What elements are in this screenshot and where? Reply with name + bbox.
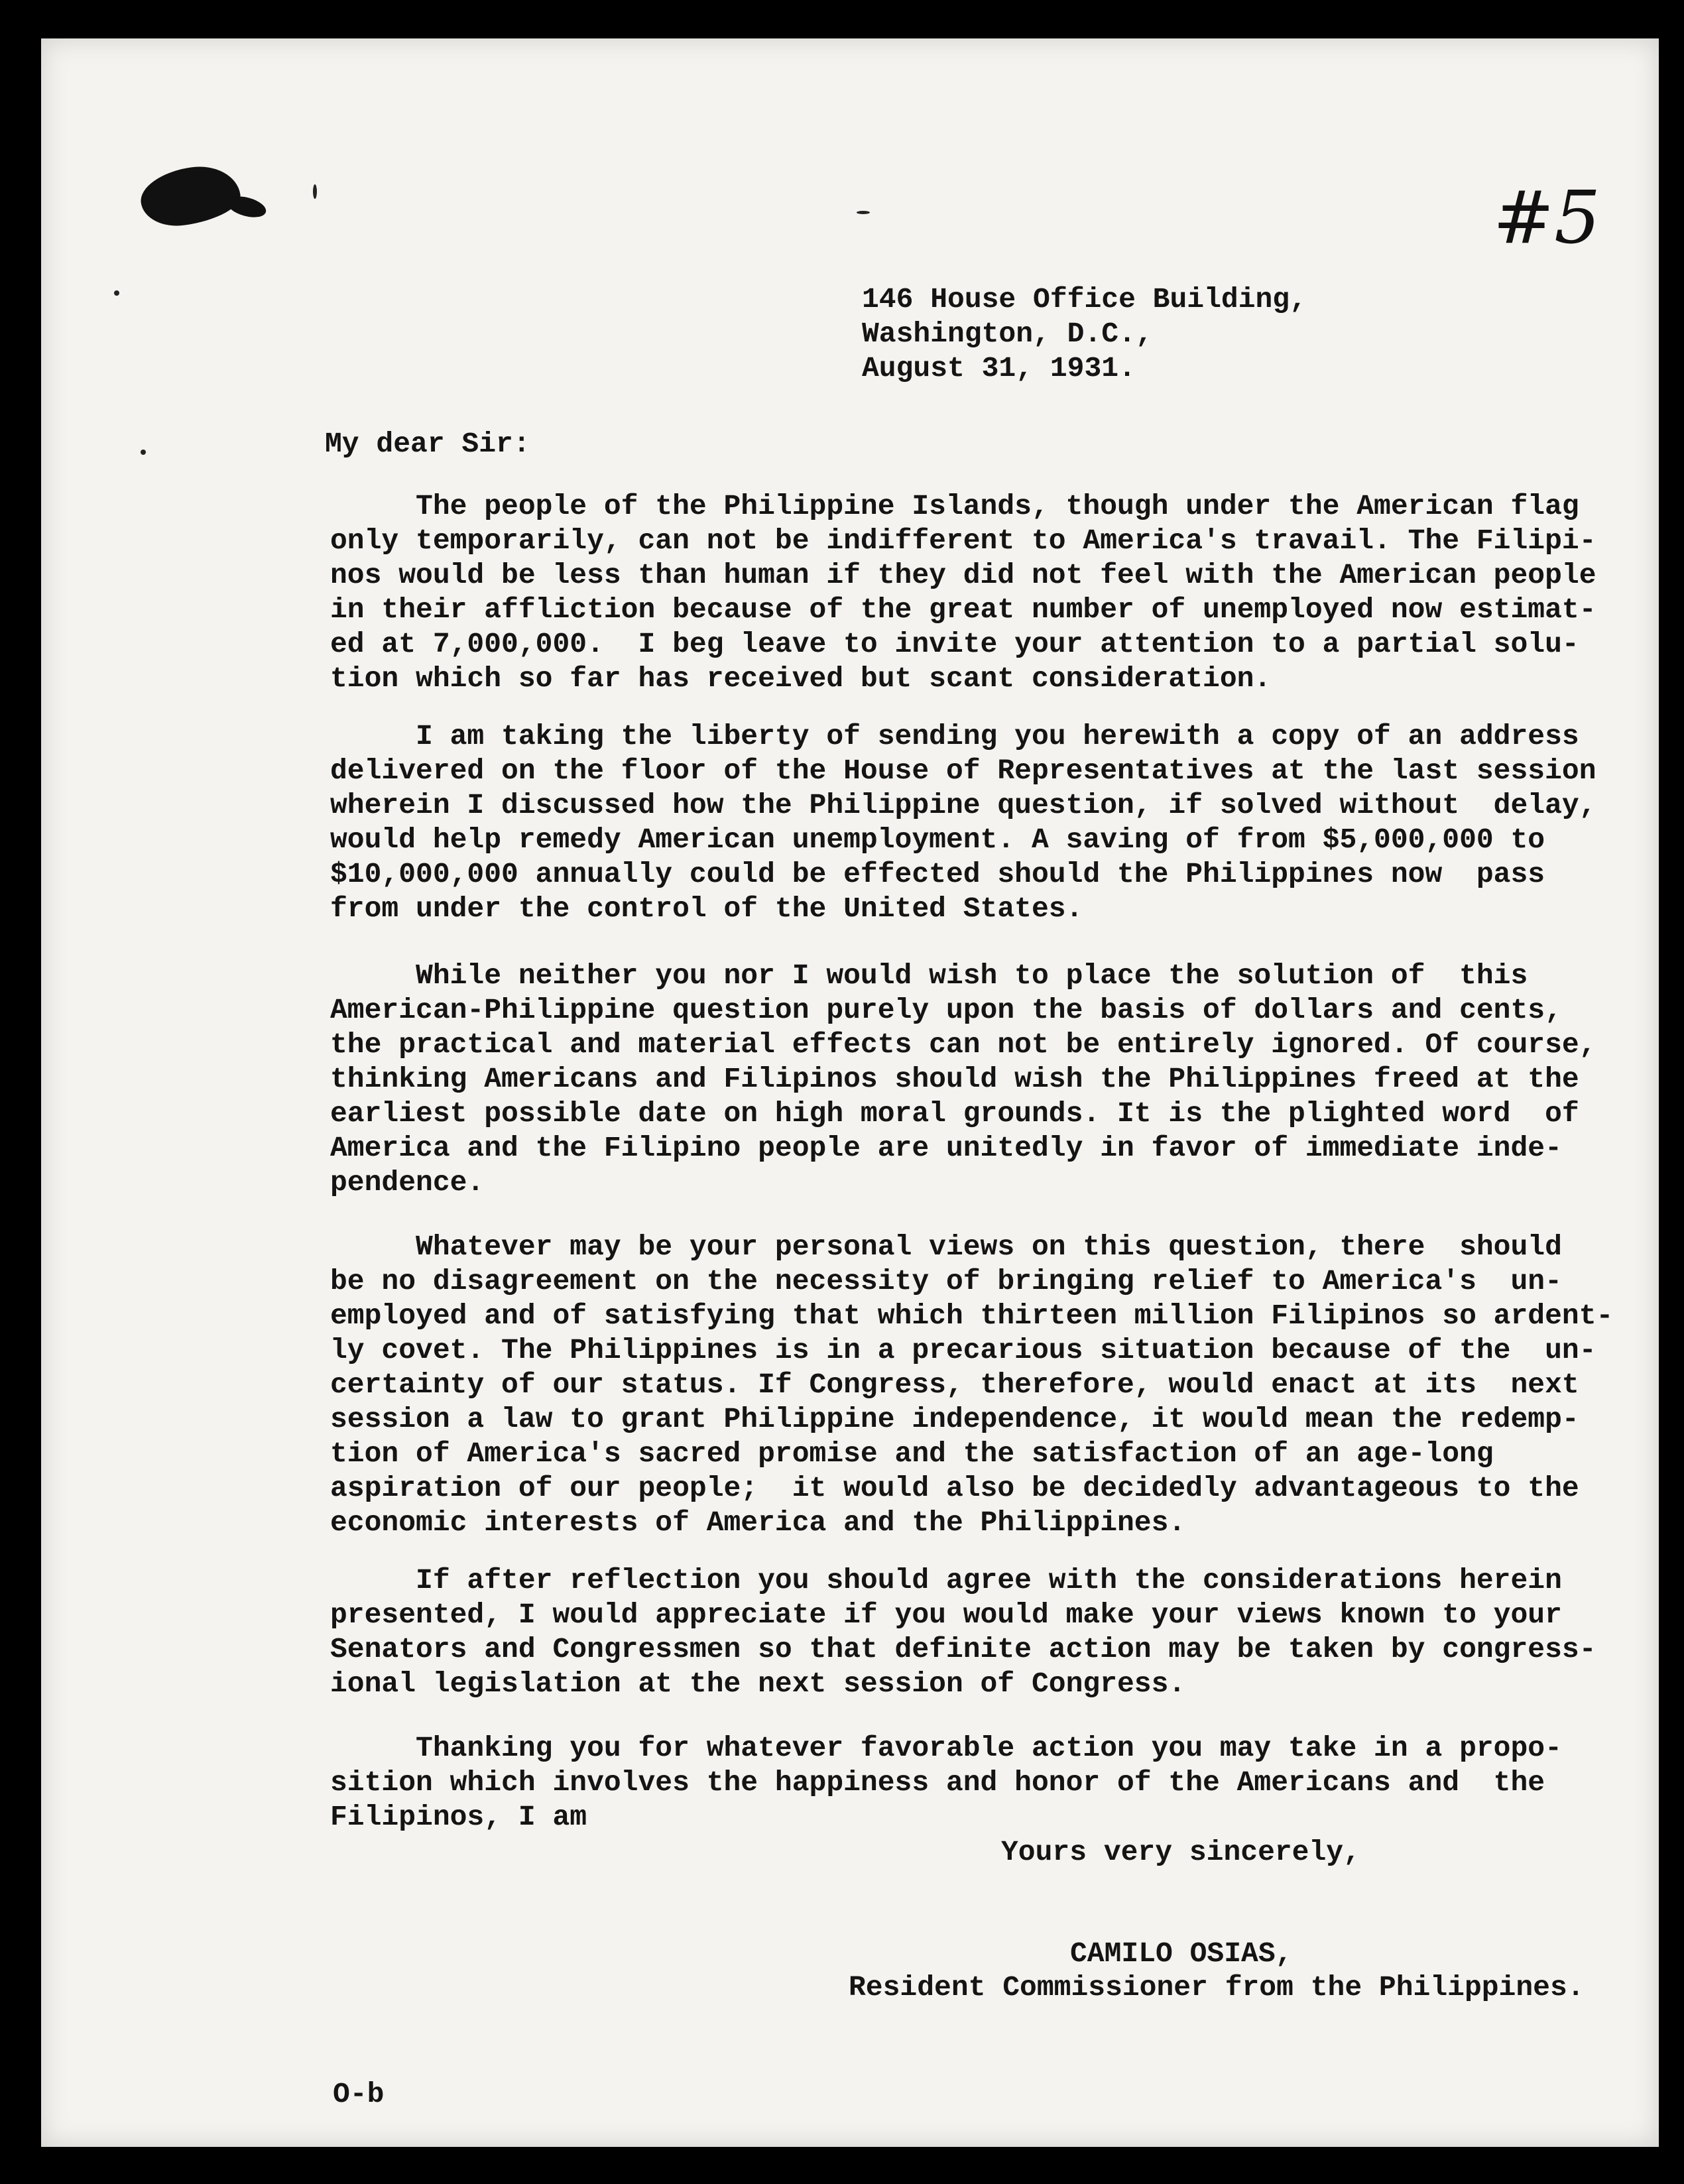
paragraph-line: Filipinos, I am [330,1801,587,1833]
paragraph-line: The people of the Philippine Islands, though under the American flag [330,490,1579,522]
paragraph-line: thinking Americans and Filipinos should wish the Philippines freed at the [330,1063,1579,1095]
paper-speck [313,184,317,199]
letter-page [41,38,1659,2147]
sender-address [862,282,1307,386]
paragraph-line: Thanking you for whatever favorable action you may take in a propo- [330,1732,1562,1764]
paragraph-line: aspiration of our people; it would also be decidedly advantageous to the [330,1472,1579,1504]
paper-speck [141,450,146,455]
paragraph-line: If after reflection you should agree with the considerations herein [330,1564,1562,1597]
paragraph-line: sition which involves the happiness and honor of the Americans and the [330,1766,1545,1799]
paragraph-line: $10,000,000 annually could be effected should the Philippines now pass [330,858,1545,890]
paragraph-line: would help remedy American unemployment. A saving of from $5,000,000 to [330,823,1545,856]
paragraph-line: economic interests of America and the Philippines. [330,1506,1186,1539]
ink-blot-tail [225,193,268,221]
salutation: My dear Sir: [325,428,530,460]
reference-initials: O-b [333,2078,385,2110]
paper-speck [114,290,119,296]
letter-date: August 31, 1931. [862,352,1136,385]
paragraph [330,1230,1614,1540]
paragraph-line: wherein I discussed how the Philippine question, if solved without delay, [330,789,1596,821]
paragraph-line: tion of America's sacred promise and the satisfaction of an age-long [330,1437,1494,1470]
paragraph-line: ed at 7,000,000. I beg leave to invite your attention to a partial solu- [330,628,1579,660]
paragraph-line: Whatever may be your personal views on this question, there should [330,1231,1562,1263]
paragraph-line: pendence. [330,1166,485,1199]
paragraph-line: America and the Filipino people are unitedly in favor of immediate inde- [330,1132,1562,1164]
paragraph-line: in their affliction because of the great number of unemployed now estimat- [330,593,1596,626]
paragraph [330,719,1596,926]
paragraph-line: Senators and Congressmen so that definite action may be taken by congress- [330,1633,1596,1666]
paragraph-line: certainty of our status. If Congress, therefore, would enact at its next [330,1368,1579,1401]
handwritten-mark: #5 [1493,175,1601,260]
paragraph-line: the practical and material effects can not be entirely ignored. Of course, [330,1028,1596,1061]
paragraph [330,1563,1596,1701]
paper-speck [857,211,870,214]
ink-blot [137,161,243,231]
paragraph-line: earliest possible date on high moral grounds. It is the plighted word of [330,1097,1579,1130]
address-line-1: 146 House Office Building, [862,283,1307,316]
signer-name: CAMILO OSIAS, [1070,1937,1293,1970]
paragraph-line: employed and of satisfying that which thirteen million Filipinos so ardent- [330,1300,1614,1332]
paragraph-line: nos would be less than human if they did not feel with the American people [330,559,1596,591]
address-line-2: Washington, D.C., [862,318,1153,350]
paragraph-line: tion which so far has received but scant consideration. [330,662,1272,695]
paragraph-line: ional legislation at the next session of Congress. [330,1668,1186,1700]
paragraph [330,1731,1590,1835]
paragraph-line: delivered on the floor of the House of Representatives at the last session [330,755,1596,787]
paragraph-line: I am taking the liberty of sending you herewith a copy of an address [330,720,1579,753]
paragraph [330,489,1596,696]
paragraph-line: session a law to grant Philippine independence, it would mean the redemp- [330,1403,1579,1435]
paragraph-line: only temporarily, can not be indifferent to America's travail. The Filipi- [330,524,1596,557]
complimentary-close: Yours very sincerely, [1001,1836,1360,1868]
paragraph-line: from under the control of the United States. [330,892,1083,925]
signer-title: Resident Commissioner from the Philippines. [849,1971,1585,2004]
paragraph [330,959,1596,1200]
paragraph-line: American-Philippine question purely upon the basis of dollars and cents, [330,994,1562,1026]
paragraph-line: ly covet. The Philippines is in a precarious situation because of the un- [330,1334,1596,1366]
paragraph-line: While neither you nor I would wish to place the solution of this [330,959,1528,992]
paragraph-line: be no disagreement on the necessity of bringing relief to America's un- [330,1265,1562,1298]
paragraph-line: presented, I would appreciate if you would make your views known to your [330,1599,1562,1631]
